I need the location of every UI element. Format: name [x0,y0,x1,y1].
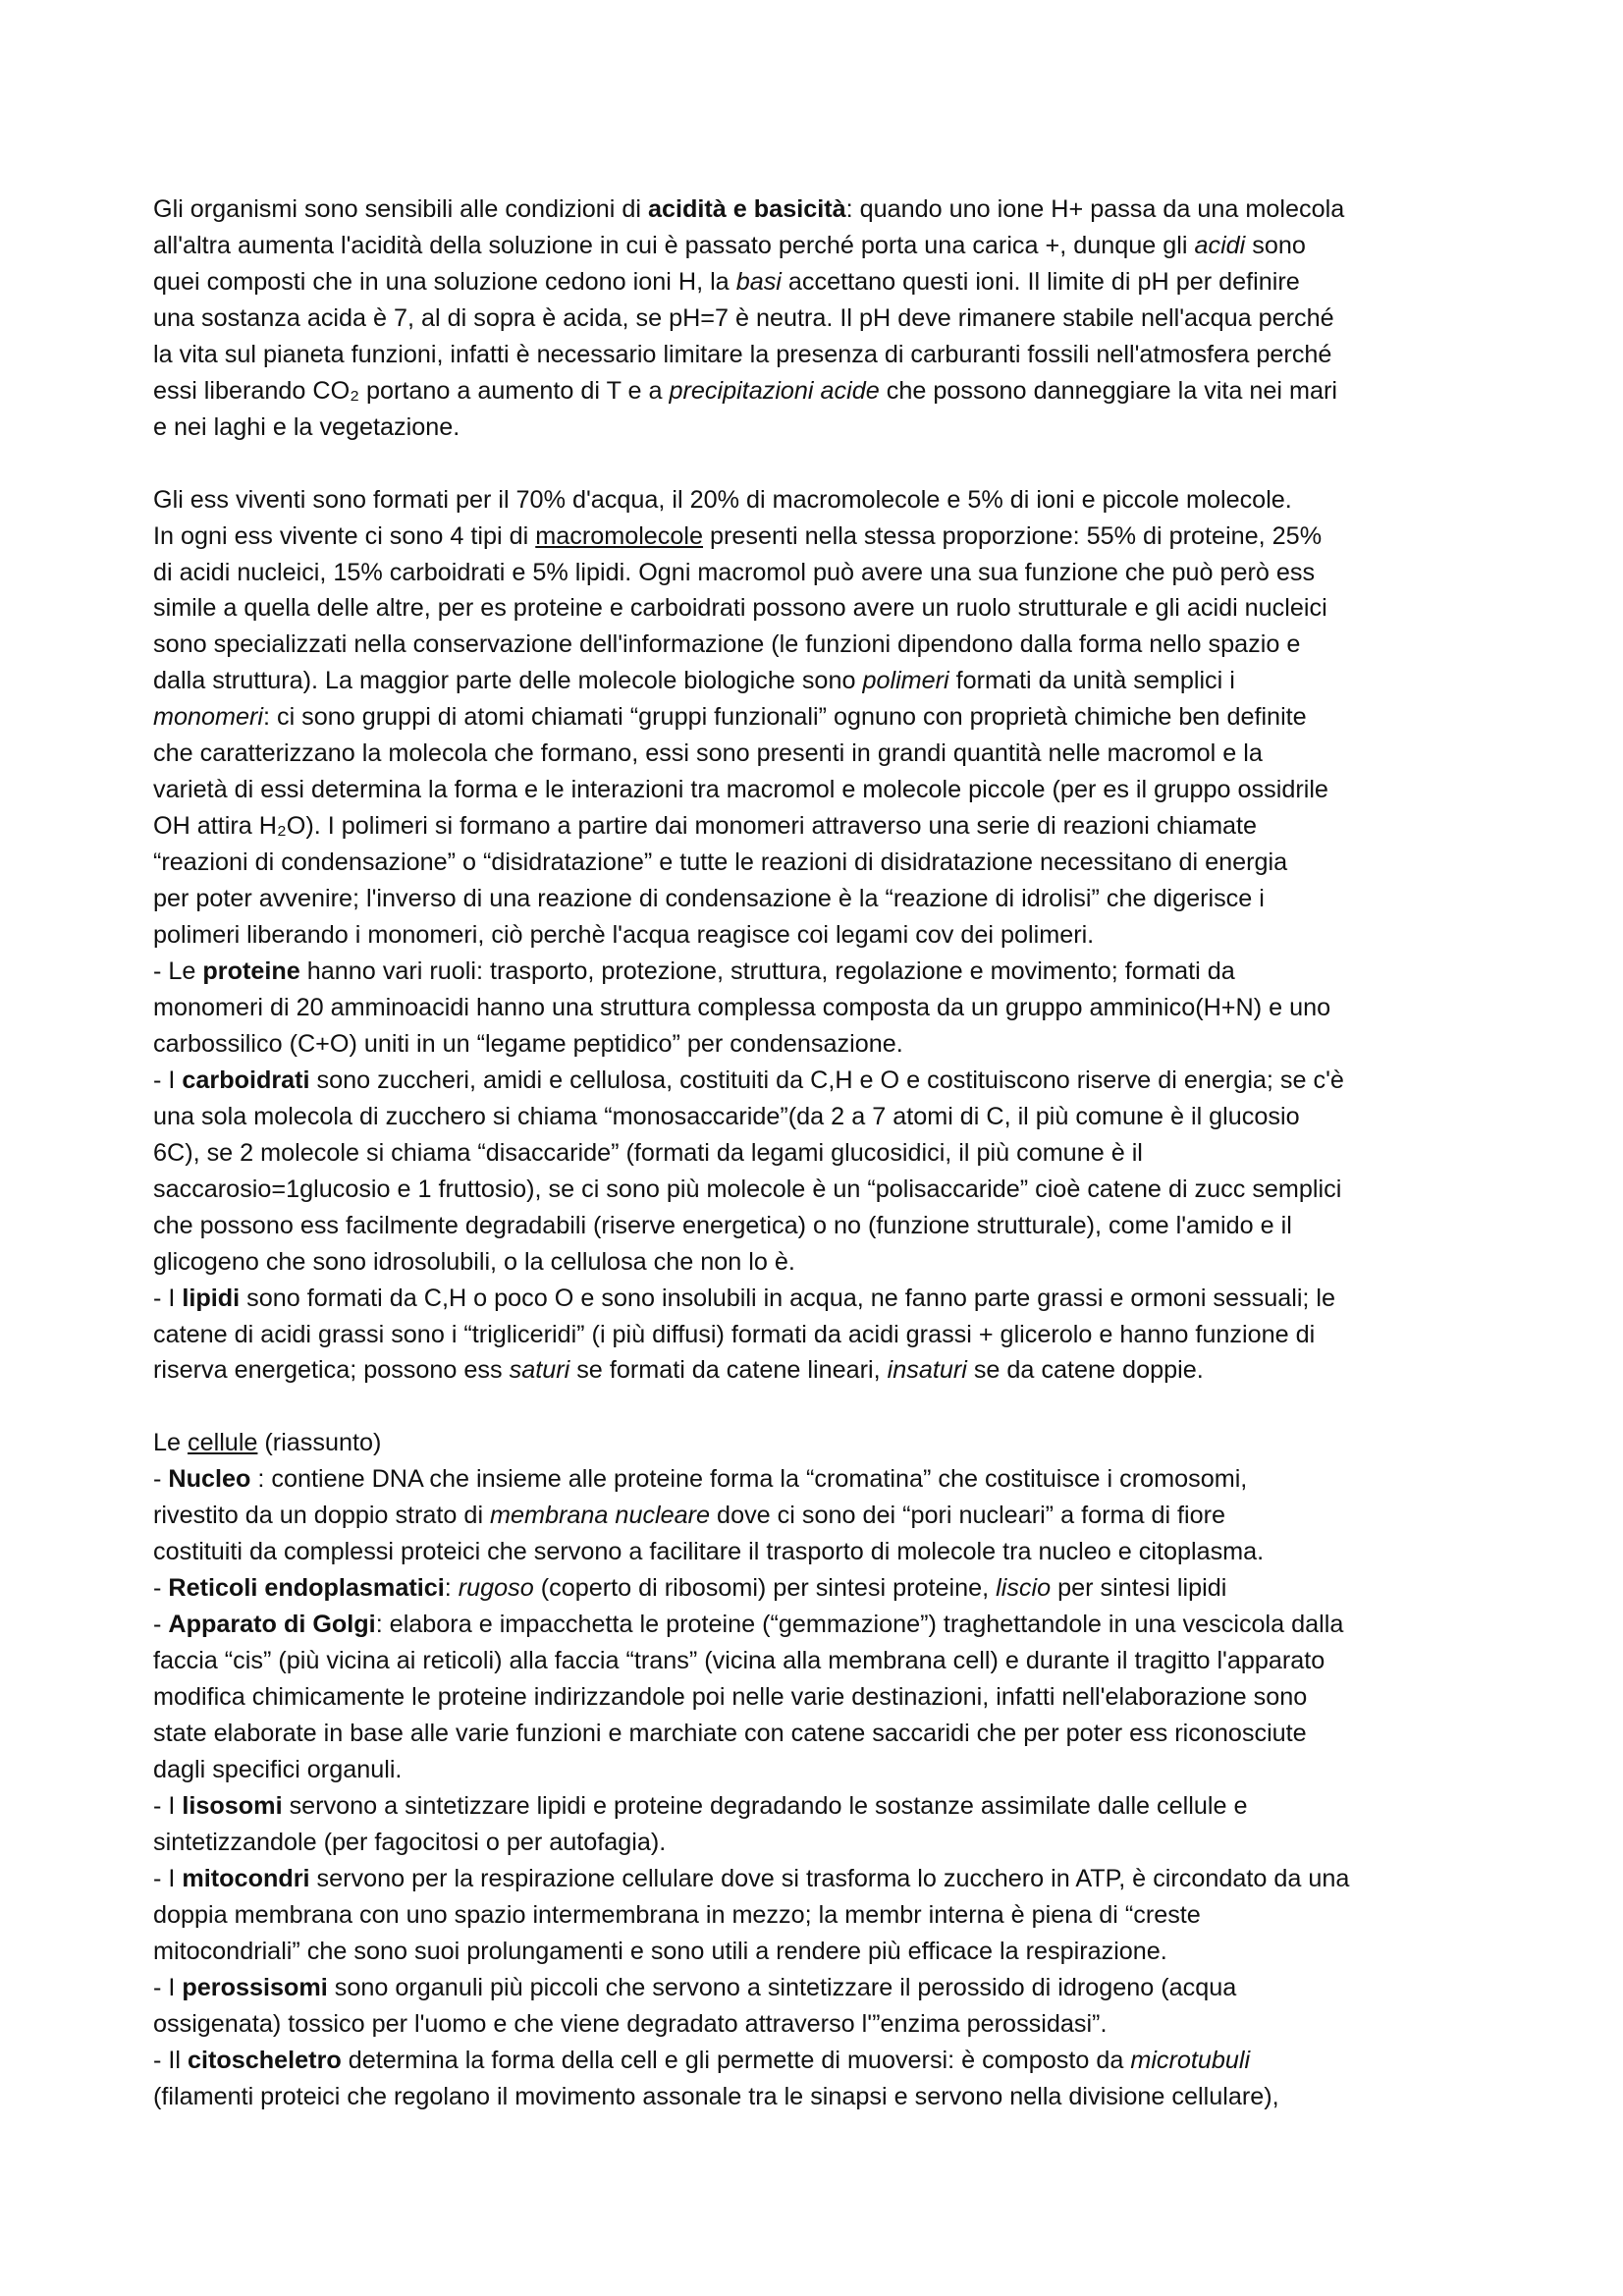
text-run: : [444,1574,459,1603]
bold-term: proteine [202,957,300,985]
underlined-term: cellule [188,1429,258,1457]
text-run: OH attira H₂O). I polimeri si formano a partire dai monomeri attraverso una serie di reazioni chiamate [153,812,1258,841]
text-line [153,1498,1488,1534]
text-run: riserva energetica; possono ess [153,1356,510,1385]
text-run: rivestito da un doppio strato di [153,1502,491,1530]
text-line [153,590,1488,627]
text-run: - I [153,1864,183,1892]
bold-term: lipidi [182,1284,241,1312]
text-line [153,1788,1488,1825]
text-run: determina la forma della cell e gli permette di muoversi: è composto da [341,2046,1131,2074]
text-run: mitocondriali” che sono suoi prolungamenti e sono utili a rendere più efficace la respirazione. [153,1937,1167,1965]
text-line [153,845,1488,881]
bold-term: lisosomi [182,1791,283,1820]
text-line [153,1425,1488,1461]
text-run: (coperto di ribosomi) per sintesi proteine, [533,1574,997,1603]
text-run: 6C), se 2 molecole si chiama “disaccaride” (formati da legami glucosidici, il più comune è il [153,1138,1143,1167]
text-line [153,228,1488,264]
text-line [153,1861,1488,1897]
text-run: doppia membrana con uno spazio intermembrana in mezzo; la membr interna è piena di “creste [153,1900,1201,1929]
text-run: : elabora e impacchetta le proteine (“gemmazione”) traghettandole in una vescicola dalla [375,1611,1344,1639]
text-run: che possono ess facilmente degradabili (riserve energetica) o no (funzione strutturale), come l'amido e il [153,1211,1292,1239]
text-run: la vita sul pianeta funzioni, infatti è necessario limitare la presenza di carburanti fossili nell'atmosfera perché [153,340,1332,368]
italic-term: insaturi [887,1356,967,1385]
text-line [153,1679,1488,1716]
text-run: presenti nella stessa proporzione: 55% di proteine, 25% [703,521,1323,550]
text-line [153,482,1488,519]
text-line [153,1099,1488,1135]
text-run: - I [153,1066,183,1094]
italic-term: membrana nucleare [490,1502,711,1530]
text-line [153,808,1488,845]
text-run: (filamenti proteici che regolano il movimento assonale tra le sinapsi e servono nella divisione cellulare), [153,2082,1279,2110]
text-line [153,1026,1488,1063]
text-line [153,373,1488,410]
text-run: essi liberando CO₂ portano a aumento di T e a [153,376,670,405]
text-line [153,519,1488,555]
text-run: faccia “cis” (più vicina ai reticoli) alla faccia “trans” (vicina alla membrana cell) e durante il tragitto l'apparato [153,1647,1325,1675]
underlined-term: macromolecole [535,521,704,550]
paragraph-spacer [153,1389,1488,1425]
italic-term: precipitazioni acide [669,376,880,405]
text-run: dove ci sono dei “pori nucleari” a forma di fiore [710,1502,1226,1530]
text-run: : contiene DNA che insieme alle proteine forma la “cromatina” che costituisce i cromosomi, [250,1465,1248,1494]
italic-term: rugoso [458,1574,534,1603]
text-run: accettano questi ioni. Il limite di pH per definire [781,267,1300,296]
text-run: formati da unità semplici i [948,667,1235,695]
text-line [153,1897,1488,1934]
text-run: una sola molecola di zucchero si chiama “monosaccaride”(da 2 a 7 atomi di C, il più comune è il glucosio [153,1102,1300,1130]
text-run: - I [153,1973,183,2001]
text-run: Le [153,1429,189,1457]
paragraph-spacer [153,446,1488,482]
text-line [153,264,1488,301]
paragraph-cells [153,1425,1488,2114]
text-run: - [153,1465,169,1494]
text-line [153,2006,1488,2043]
text-run: se formati da catene lineari, [569,1356,888,1385]
bold-term: acidità e basicità [648,195,846,223]
text-line [153,1208,1488,1244]
text-line [153,1244,1488,1281]
text-line [153,772,1488,808]
text-line [153,1825,1488,1861]
italic-term: monomeri [153,703,263,732]
bold-term: Nucleo [168,1465,251,1494]
text-line [153,301,1488,337]
text-line [153,410,1488,446]
text-line [153,1607,1488,1643]
text-line [153,337,1488,373]
bold-term: carboidrati [182,1066,310,1094]
italic-term: liscio [996,1574,1052,1603]
text-run: e nei laghi e la vegetazione. [153,412,460,441]
text-run: Gli organismi sono sensibili alle condizioni di [153,195,648,223]
bold-term: citoscheletro [187,2046,342,2074]
text-line [153,2079,1488,2115]
text-run: sono zuccheri, amidi e cellulosa, costituiti da C,H e O e costituiscono riserve di energia; se c'è [309,1066,1344,1094]
text-run: polimeri liberando i monomeri, ciò perchè l'acqua reagisce coi legami cov dei polimeri. [153,921,1095,950]
bold-term: mitocondri [182,1864,310,1892]
text-line [153,191,1488,228]
text-run: - [153,1574,169,1603]
text-line [153,1752,1488,1788]
italic-term: polimeri [862,667,949,695]
text-run: modifica chimicamente le proteine indirizzandole poi nelle varie destinazioni, infatti nell'elaborazione sono [153,1683,1308,1712]
text-run: se da catene doppie. [966,1356,1204,1385]
text-run: varietà di essi determina la forma e le interazioni tra macromol e molecole piccole (per es il gruppo ossidrile [153,776,1328,804]
text-run: costituiti da complessi proteici che servono a facilitare il trasporto di molecole tra nucleo e citoplasma. [153,1538,1265,1566]
text-run: sintetizzandole (per fagocitosi o per autofagia). [153,1828,667,1856]
text-line [153,881,1488,917]
text-run: che possono danneggiare la vita nei mari [879,376,1337,405]
italic-term: acidi [1194,231,1246,259]
text-run: catene di acidi grassi sono i “trigliceridi” (i più diffusi) formati da acidi grassi + glicerolo e hanno funzione di [153,1320,1316,1348]
text-line [153,1281,1488,1317]
text-line [153,736,1488,772]
text-run: sono [1245,231,1306,259]
italic-term: basi [735,267,782,296]
text-line [153,663,1488,699]
text-run: di acidi nucleici, 15% carboidrati e 5% lipidi. Ogni macromol può avere una sua funzione che può però ess [153,558,1316,586]
text-run: - I [153,1284,183,1312]
text-line [153,1172,1488,1208]
text-run: monomeri di 20 amminoacidi hanno una struttura complessa composta da un gruppo amminico(H+N) e uno [153,993,1331,1021]
text-run: - [153,1611,169,1639]
text-run: per sintesi lipidi [1051,1574,1227,1603]
bold-term: Apparato di Golgi [168,1611,376,1639]
text-run: una sostanza acida è 7, al di sopra è acida, se pH=7 è neutra. Il pH deve rimanere stabile nell'acqua perché [153,303,1334,332]
text-run: sono specializzati nella conservazione dell'informazione (le funzioni dipendono dalla forma nello spazio e [153,630,1301,659]
text-run: servono per la respirazione cellulare dove si trasforma lo zucchero in ATP, è circondato da una [309,1864,1350,1892]
text-line [153,2043,1488,2079]
text-run: che caratterizzano la molecola che formano, essi sono presenti in grandi quantità nelle macromol e la [153,739,1263,768]
text-run: per poter avvenire; l'inverso di una reazione di condensazione è la “reazione di idrolisi” che digerisce i [153,885,1265,913]
text-line [153,1716,1488,1752]
text-line [153,1934,1488,1970]
italic-term: saturi [509,1356,570,1385]
text-run: quei composti che in una soluzione cedono ioni H, la [153,267,736,296]
text-line [153,954,1488,990]
text-run: glicogeno che sono idrosolubili, o la cellulosa che non lo è. [153,1247,795,1276]
text-line [153,1970,1488,2006]
text-run: dagli specifici organuli. [153,1755,403,1783]
text-line [153,990,1488,1026]
text-line [153,1570,1488,1607]
text-run: In ogni ess vivente ci sono 4 tipi di [153,521,536,550]
text-line [153,1461,1488,1498]
text-run: ossigenata) tossico per l'uomo e che viene degradato attraverso l'”enzima perossidasi”. [153,2009,1108,2038]
text-run: carbossilico (C+O) uniti in un “legame peptidico” per condensazione. [153,1029,903,1058]
text-run: - I [153,1791,183,1820]
text-run: hanno vari ruoli: trasporto, protezione, struttura, regolazione e movimento; formati da [299,957,1235,985]
document-page [153,191,1488,2114]
text-run: - Il [153,2046,188,2074]
text-line [153,1317,1488,1353]
text-line [153,917,1488,954]
text-run: dalla struttura). La maggior parte delle molecole biologiche sono [153,667,863,695]
text-line [153,1135,1488,1172]
text-run: (riassunto) [257,1429,382,1457]
text-run: sono organuli più piccoli che servono a sintetizzare il perossido di idrogeno (acqua [327,1973,1237,2001]
text-run: : ci sono gruppi di atomi chiamati “gruppi funzionali” ognuno con proprietà chimiche ben definite [262,703,1307,732]
italic-term: microtubuli [1130,2046,1251,2074]
paragraph-acidity [153,191,1488,446]
text-line [153,1352,1488,1389]
text-run: Gli ess viventi sono formati per il 70% d'acqua, il 20% di macromolecole e 5% di ioni e piccole molecole. [153,485,1292,514]
text-run: state elaborate in base alle varie funzioni e marchiate con catene saccaridi che per poter ess riconosciute [153,1720,1307,1747]
bold-term: Reticoli endoplasmatici [168,1574,445,1603]
text-line [153,555,1488,591]
text-line [153,1063,1488,1099]
text-line [153,1534,1488,1570]
paragraph-macromolecules [153,482,1488,1390]
text-run: all'altra aumenta l'acidità della soluzione in cui è passato perché porta una carica +, dunque gli [153,231,1195,259]
text-run: saccarosio=1glucosio e 1 fruttosio), se ci sono più molecole è un “polisaccaride” cioè catene di zucc semplici [153,1175,1342,1203]
text-run: - Le [153,957,203,985]
text-run: “reazioni di condensazione” o “disidratazione” e tutte le reazioni di disidratazione necessitano di energia [153,848,1288,877]
text-run: sono formati da C,H o poco O e sono insolubili in acqua, ne fanno parte grassi e ormoni sessuali; le [240,1284,1336,1312]
bold-term: perossisomi [182,1973,328,2001]
text-run: simile a quella delle altre, per es proteine e carboidrati possono avere un ruolo strutturale e gli acidi nucleici [153,594,1327,623]
text-line [153,1643,1488,1679]
text-line [153,699,1488,736]
text-run: servono a sintetizzare lipidi e proteine degradando le sostanze assimilate dalle cellule e [282,1791,1248,1820]
text-line [153,627,1488,663]
text-run: : quando uno ione H+ passa da una molecola [845,195,1345,223]
